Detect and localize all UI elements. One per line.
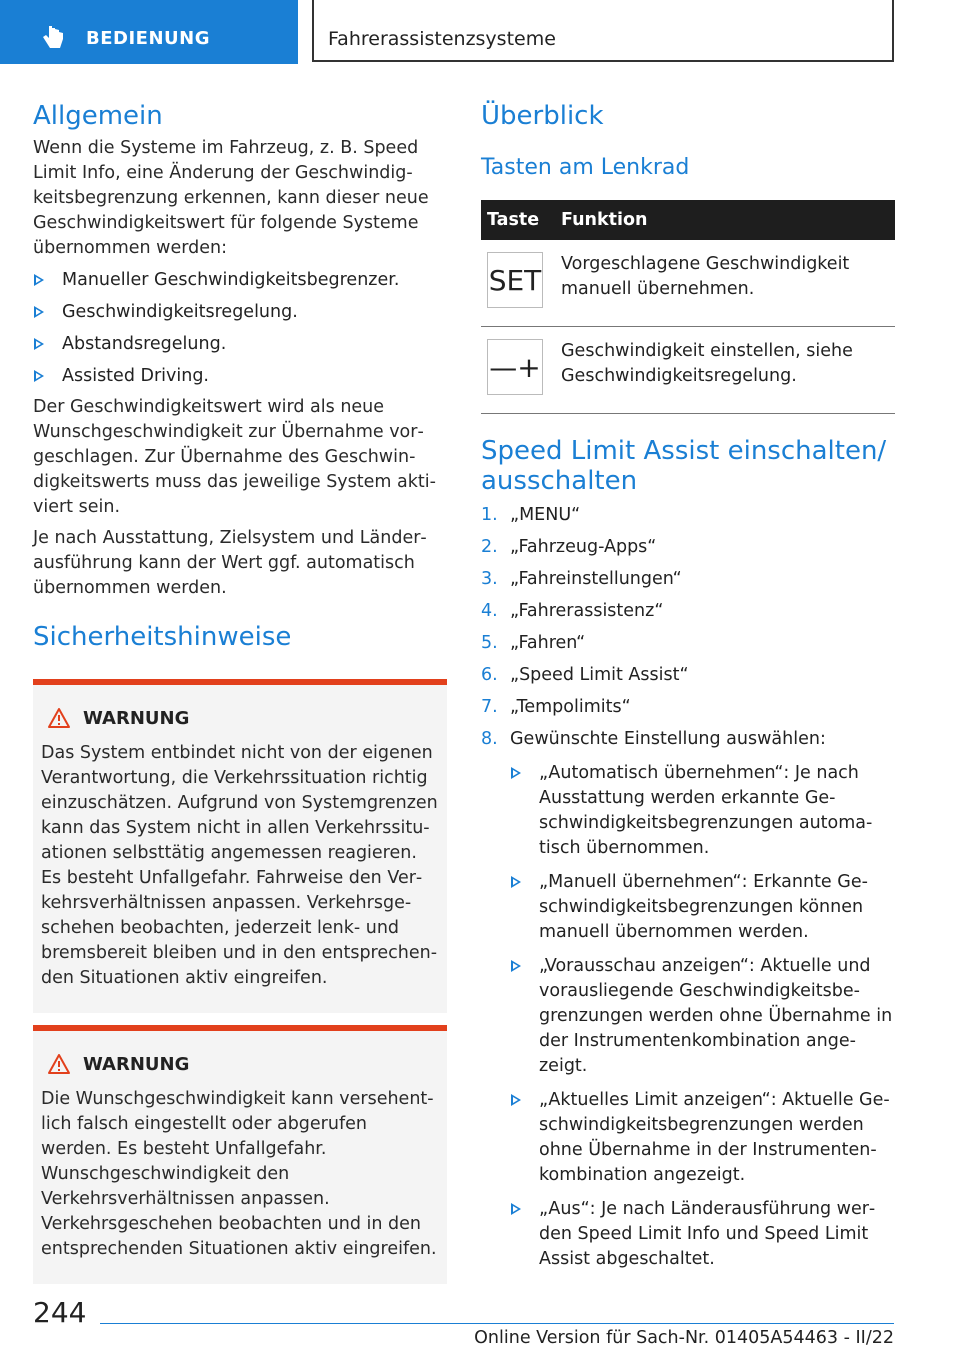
systems-list	[33, 268, 447, 389]
list-item: 2. „Fahrzeug-Apps“	[481, 537, 657, 557]
warning-text: Die Wunschgeschwindigkeit kann versehentlich falsch eingestellt oder abgerufen werden. Es besteht Unfallgefahr. Wunschgeschwindigkeit den Verkehrsverhältnissen anpassen. Verkehrsgeschehen beobachten und in den entsprechenden Situationen aktiv eingreifen.	[41, 1089, 437, 1259]
list-item: 3. „Fahreinstellungen“	[481, 569, 682, 589]
options-list	[510, 761, 895, 1272]
list-item: 1. „MENU“	[481, 505, 581, 525]
list-item: 8. Gewünschte Einstellung auswählen: „Automatisch übernehmen“: Je nach Ausstattung werden erkannte Geschwindigkeitsbegrenzungen automatisch übernommen. „Manuell übernehmen“: Erkannte Geschwindigkeitsbegrenzungen können manuell übernommen werden. „Vorausschau anzeigen“: Aktuelle und vorausliegende Geschwindigkeitsbegrenzungen werden ohne Übernahme in der Instrumentenkombination angezeigt. „Aktuelles Limit anzeigen“: Aktuelle Geschwindigkeitsbegrenzungen werden ohne Übernahme in der Instrumentenkombination angezeigt. „Aus“: Je nach Länderausführung werden Speed Limit Info und Speed Limit Assist abgeschaltet.	[481, 727, 895, 1272]
page-number: 244	[33, 1296, 87, 1329]
list-item: 6. „Speed Limit Assist“	[481, 665, 689, 685]
list-item: 5. „Fahren“	[481, 633, 586, 653]
bullet-triangle-icon	[34, 306, 44, 318]
footer-divider	[100, 1323, 894, 1324]
online-version-note: Online Version für Sach-Nr. 01405A54463 - II/22	[474, 1328, 894, 1348]
warning-triangle-icon	[47, 707, 71, 729]
allgemein-heading: Allgemein	[33, 101, 163, 131]
minus-plus-key-icon: —+	[487, 339, 543, 395]
hand-pointer-icon	[40, 24, 66, 50]
paragraph: Je nach Ausstattung, Zielsystem und Länderausführung kann der Wert ggf. automatisch übernommen werden.	[33, 528, 427, 598]
list-item: Geschwindigkeitsregelung.	[33, 300, 447, 325]
set-key-icon: SET	[487, 252, 543, 308]
column-header: Funktion	[555, 200, 895, 240]
bullet-triangle-icon	[511, 1094, 521, 1106]
buttons-table	[481, 200, 895, 414]
bullet-triangle-icon	[511, 960, 521, 972]
bullet-triangle-icon	[511, 1203, 521, 1215]
list-item: „Aus“: Je nach Länderausführung werden Speed Limit Info und Speed Limit Assist abgeschaltet.	[510, 1197, 895, 1272]
intro-paragraph: Wenn die Systeme im Fahrzeug, z. B. Speed Limit Info, eine Änderung der Geschwindigkeitsbegrenzung erkennen, kann dieser neue Geschwindigkeitswert für folgende Systeme übernommen werden:	[33, 138, 429, 258]
section-label: BEDIENUNG	[86, 28, 210, 49]
list-item: Manueller Geschwindigkeitsbegrenzer.	[33, 268, 447, 293]
list-item: Assisted Driving.	[33, 364, 447, 389]
warning-box	[33, 679, 447, 1013]
chapter-header	[312, 0, 894, 62]
warning-title: WARNUNG	[83, 708, 190, 729]
warning-box	[33, 1025, 447, 1284]
bullet-triangle-icon	[34, 338, 44, 350]
list-item: Abstandsregelung.	[33, 332, 447, 357]
function-cell: Geschwindigkeit einstellen, siehe Geschwindigkeitsregelung.	[555, 327, 895, 414]
warning-text: Das System entbindet nicht von der eigenen Verantwortung, die Verkehrssituation richtig einzuschätzen. Aufgrund von Systemgrenzen kann das System nicht in allen Verkehrssituationen selbsttätig angemessen reagieren. Es besteht Unfallgefahr. Fahrweise den Verkehrsverhältnissen anpassen. Verkehrsgeschehen beobachten, jederzeit lenk- und bremsbereit bleiben und in den entsprechenden Situationen aktiv eingreifen.	[41, 743, 438, 988]
right-column	[481, 100, 895, 1272]
steps-list	[481, 503, 895, 1272]
list-item: „Manuell übernehmen“: Erkannte Geschwindigkeitsbegrenzungen können manuell übernommen werden.	[510, 870, 895, 945]
paragraph: Der Geschwindigkeitswert wird als neue Wunschgeschwindigkeit zur Übernahme vorgeschlagen. Zur Übernahme des Geschwindigkeitswerts muss das jeweilige System aktiviert sein.	[33, 397, 436, 517]
list-item: 7. „Tempolimits“	[481, 697, 631, 717]
bullet-triangle-icon	[34, 274, 44, 286]
list-item: „Vorausschau anzeigen“: Aktuelle und vorausliegende Geschwindigkeitsbegrenzungen werden ohne Übernahme in der Instrumentenkombination angezeigt.	[510, 954, 895, 1079]
left-column	[33, 100, 447, 1284]
buttons-heading: Tasten am Lenkrad	[481, 155, 690, 180]
list-item: 4. „Fahrerassistenz“	[481, 601, 664, 621]
function-cell: Vorgeschlagene Geschwindigkeit manuell übernehmen.	[555, 240, 895, 327]
safety-heading: Sicherheitshinweise	[33, 622, 292, 652]
warning-triangle-icon	[47, 1053, 71, 1075]
bullet-triangle-icon	[34, 370, 44, 382]
section-tab	[0, 0, 298, 64]
sla-heading: Speed Limit Assist einschalten/ ausschalten	[481, 436, 887, 496]
table-row	[481, 240, 895, 327]
overview-heading: Überblick	[481, 101, 604, 131]
list-item: „Aktuelles Limit anzeigen“: Aktuelle Geschwindigkeitsbegrenzungen werden ohne Übernahme in der Instrumentenkombination angezeigt.	[510, 1088, 895, 1188]
table-row	[481, 327, 895, 414]
column-header: Taste	[481, 200, 555, 240]
list-item: „Automatisch übernehmen“: Je nach Ausstattung werden erkannte Geschwindigkeitsbegrenzungen automatisch übernommen.	[510, 761, 895, 861]
chapter-title: Fahrerassistenzsysteme	[328, 28, 556, 50]
bullet-triangle-icon	[511, 767, 521, 779]
warning-title: WARNUNG	[83, 1054, 190, 1075]
bullet-triangle-icon	[511, 876, 521, 888]
